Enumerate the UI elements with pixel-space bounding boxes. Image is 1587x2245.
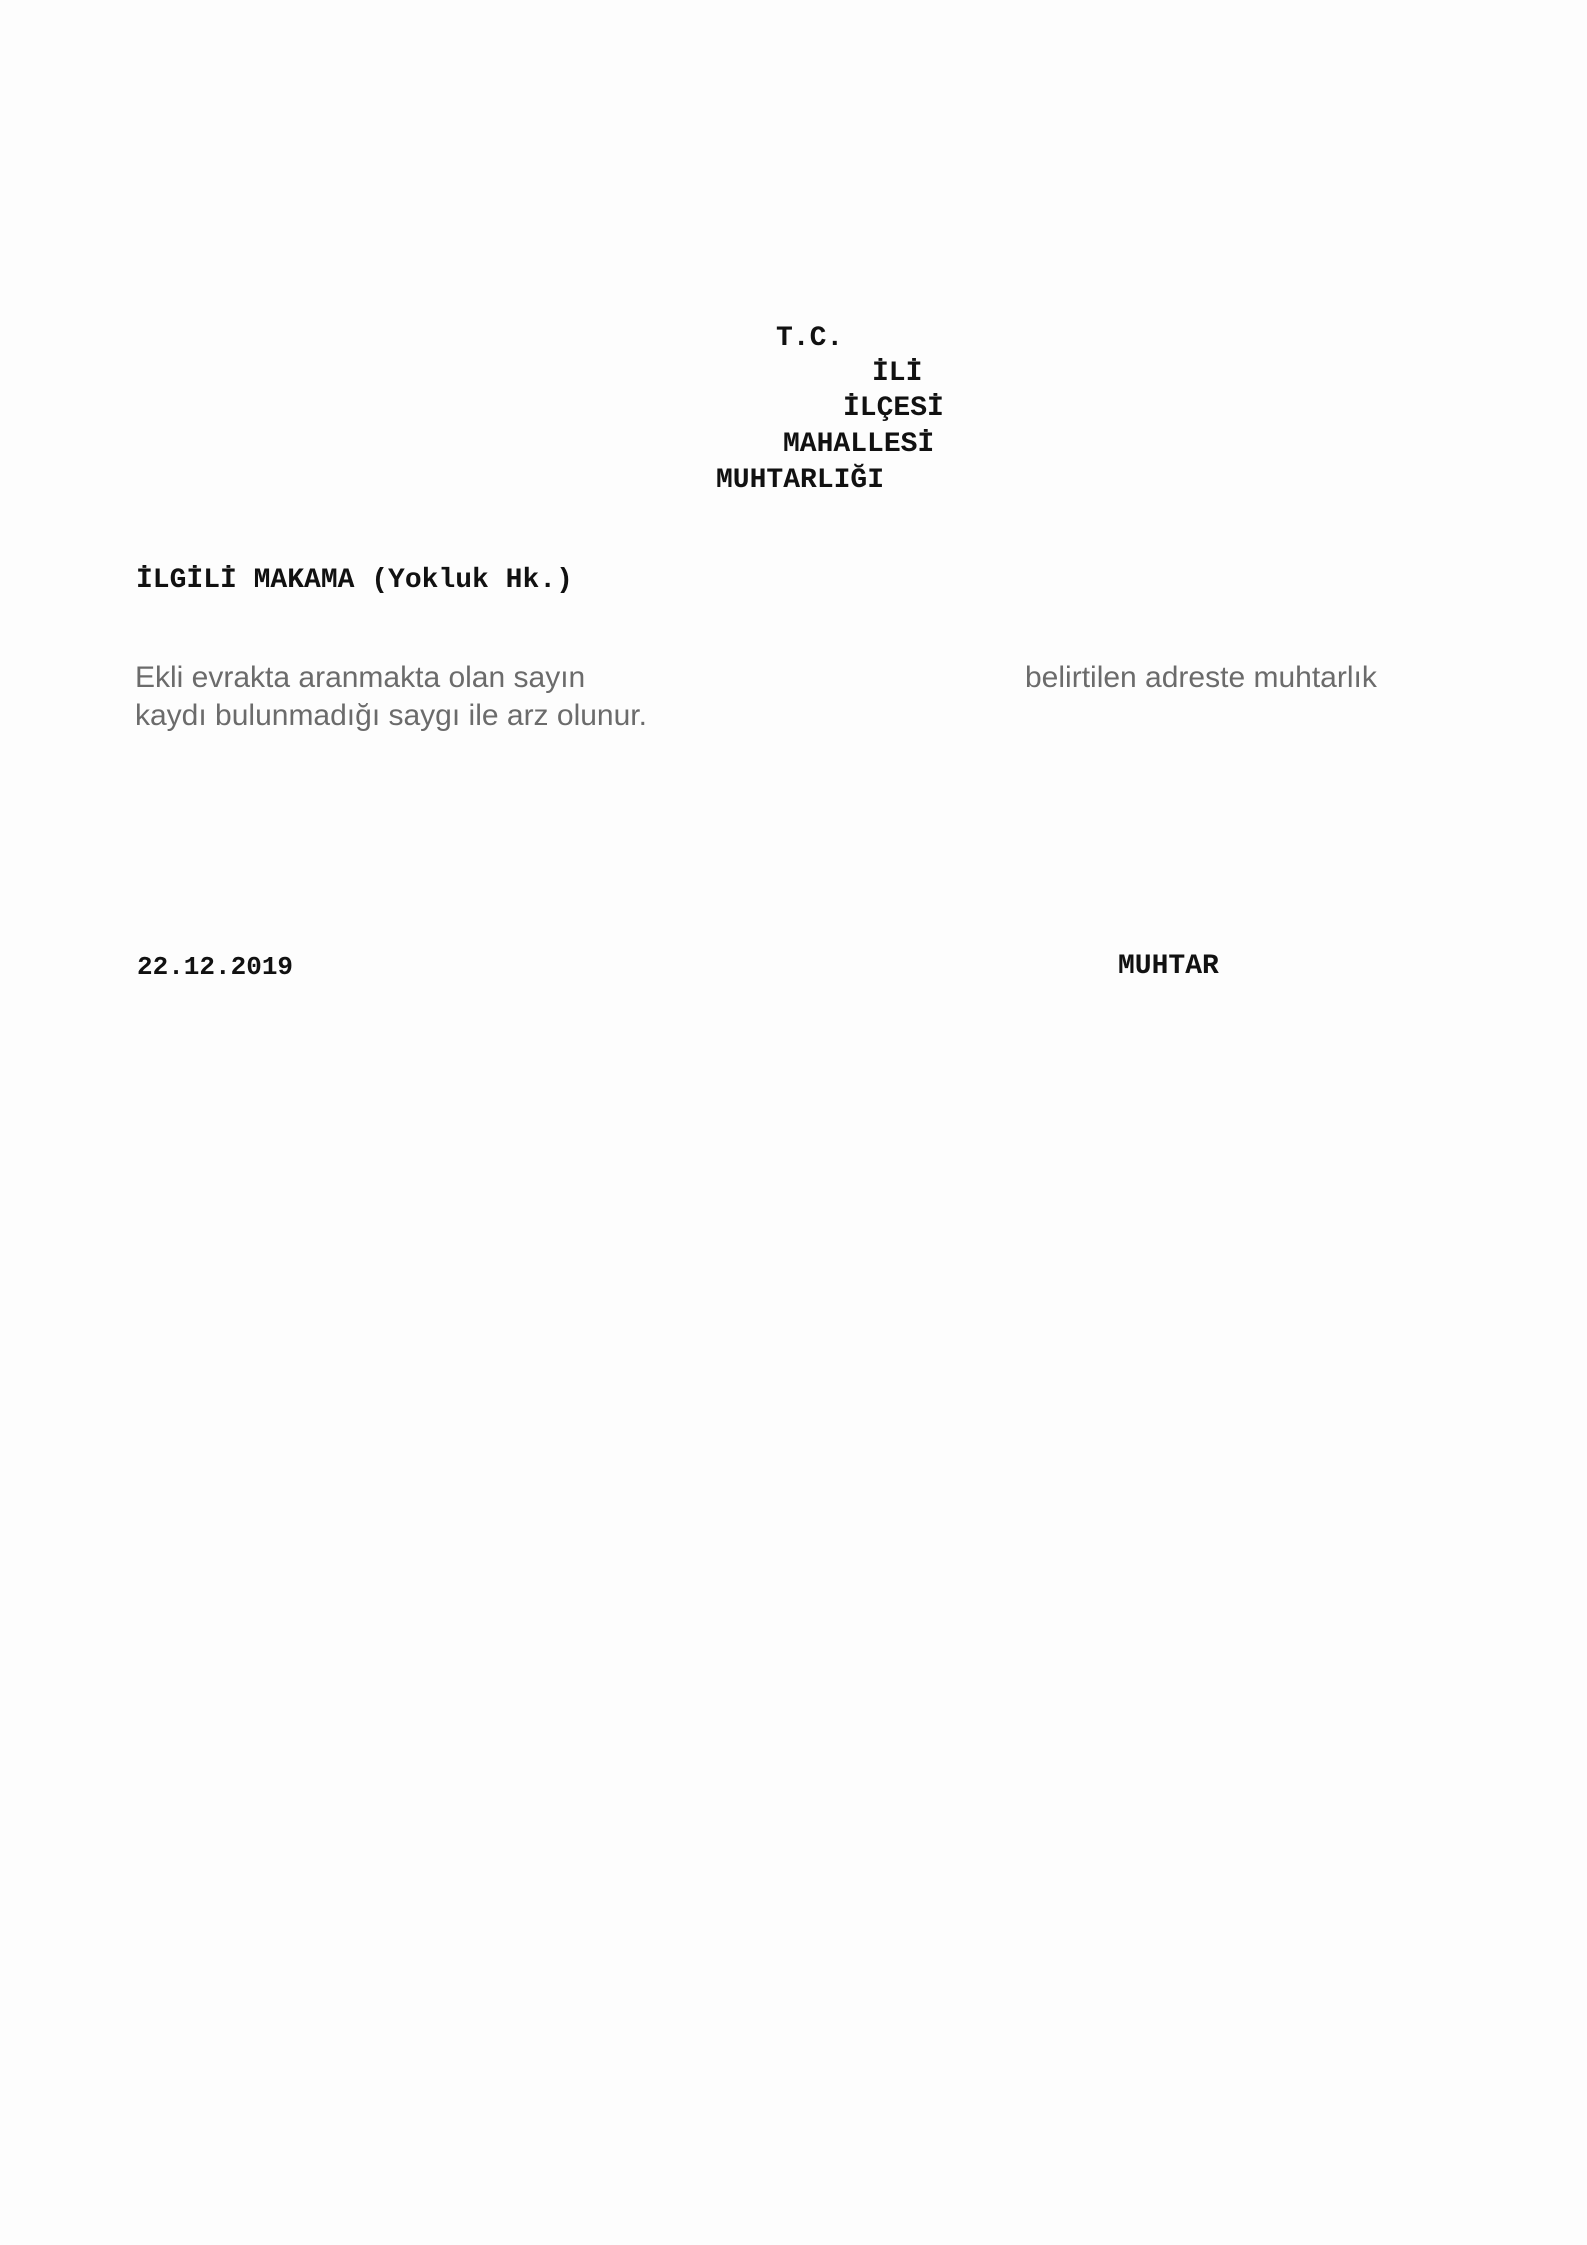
header-province: İLİ [872, 358, 923, 389]
subject-line: İLGİLİ MAKAMA (Yokluk Hk.) [136, 565, 573, 596]
header-tc: T.C. [776, 323, 844, 354]
header-office: MUHTARLIĞI [716, 465, 885, 496]
header-district: İLÇESİ [843, 393, 944, 424]
body-text-line1-start: Ekli evrakta aranmakta olan sayın [135, 661, 586, 694]
header-neighborhood: MAHALLESİ [783, 429, 935, 460]
signer-title: MUHTAR [1118, 951, 1219, 982]
body-text-line1-end: belirtilen adreste muhtarlık [1025, 661, 1377, 694]
document-date: 22.12.2019 [137, 952, 294, 982]
body-text-line2: kaydı bulunmadığı saygı ile arz olunur. [135, 699, 647, 732]
